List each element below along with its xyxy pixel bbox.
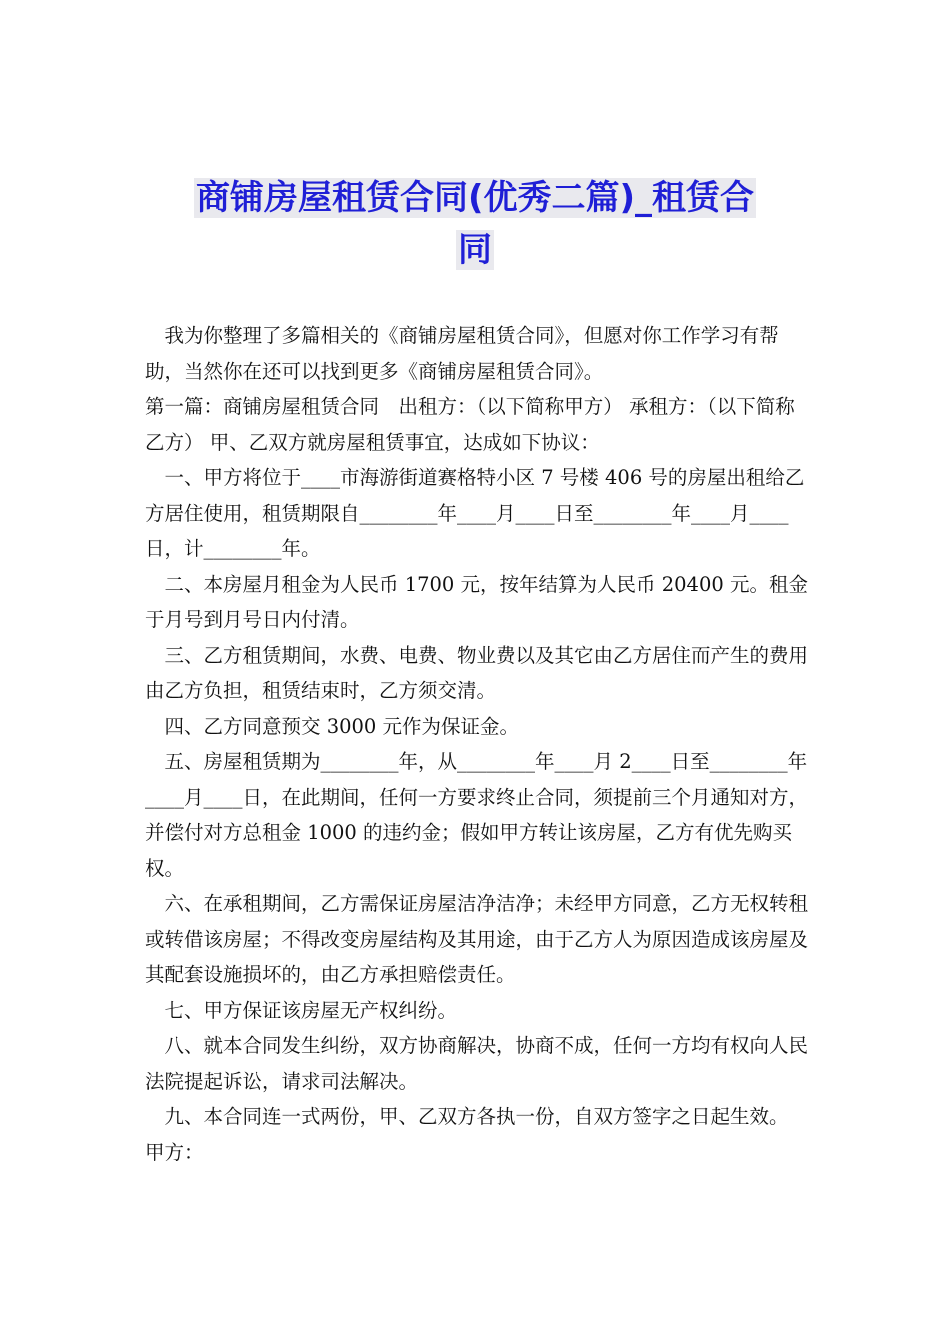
paragraph-clause-8: 八、就本合同发生纠纷，双方协商解决，协商不成，任何一方均有权向人民法院提起诉讼，请求司法解决。 xyxy=(145,1034,809,1093)
document-body xyxy=(145,318,810,1170)
paragraph-part-one-header: 第一篇：商铺房屋租赁合同 出租方：（以下简称甲方） 承租方：（以下简称乙方） 甲、乙双方就房屋租赁事宜，达成如下协议： xyxy=(145,395,795,454)
paragraph-clause-1: 一、甲方将位于____市海游街道赛格特小区 7 号楼 406 号的房屋出租给乙方居住使用，租赁期限自________年____月____日至________年____月____日，计________年。 xyxy=(145,466,805,560)
paragraph-clause-7: 七、甲方保证该房屋无产权纠纷。 xyxy=(164,998,458,1022)
title-line-2: 同 xyxy=(458,230,492,270)
paragraph-clause-4: 四、乙方同意预交 3000 元作为保证金。 xyxy=(164,714,520,738)
paragraph-clause-5: 五、房屋租赁期为________年，从________年____月 2____日至________年____月____日，在此期间，任何一方要求终止合同，须提前三个月通知对方，并偿付对方总租金 1000 的违约金；假如甲方转让该房屋，乙方有优先购买权。 xyxy=(145,750,809,880)
paragraph-clause-2: 二、本房屋月租金为人民币 1700 元，按年结算为人民币 20400 元。租金于月号到月号日内付清。 xyxy=(145,572,808,631)
paragraph-clause-9: 九、本合同连一式两份，甲、乙双方各执一份，自双方签字之日起生效。 甲方： xyxy=(145,1105,789,1164)
title-line-1: 商铺房屋租赁合同(优秀二篇)_租赁合 xyxy=(195,178,755,218)
paragraph-intro: 我为你整理了多篇相关的《商铺房屋租赁合同》，但愿对你工作学习有帮助，当然你在还可以找到更多《商铺房屋租赁合同》。 xyxy=(145,324,779,383)
document-title xyxy=(150,172,800,276)
paragraph-clause-3: 三、乙方租赁期间，水费、电费、物业费以及其它由乙方居住而产生的费用由乙方负担，租赁结束时，乙方须交清。 xyxy=(145,643,809,702)
paragraph-clause-6: 六、在承租期间，乙方需保证房屋洁净洁净；未经甲方同意，乙方无权转租或转借该房屋；不得改变房屋结构及其用途，由于乙方人为原因造成该房屋及其配套设施损坏的，由乙方承担赔偿责任。 xyxy=(145,892,809,986)
